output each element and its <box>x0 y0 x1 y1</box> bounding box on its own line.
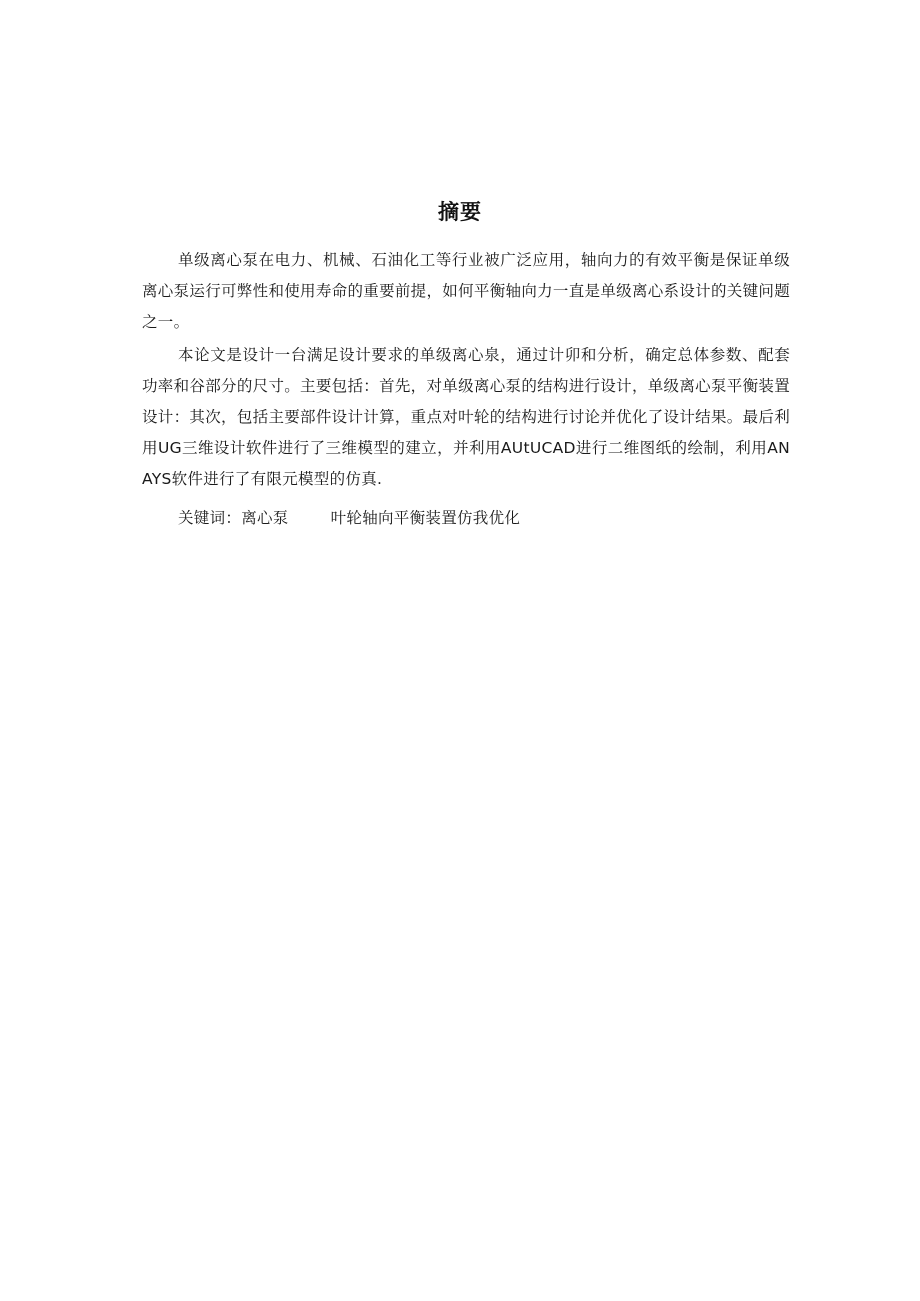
keyword-centrifugal-pump: 离心泵 <box>241 509 289 527</box>
keywords-line <box>142 503 790 534</box>
abstract-paragraph-2: 本论文是设计一台满足设计要求的单级离心泉，通过计卯和分析，确定总体参数、配套功率和谷部分的尺寸。主要包括：首先，对单级离心泵的结构进行设计，单级离心泵平衡装置设计：其次，包括主要部件设计计算，重点对叶轮的结构进行讨论并优化了设计结果。最后利用UG三维设计软件进行了三维模型的建立，并利用AUtUCAD进行二维图纸的绘制，利用ANAYS软件进行了有限元模型的仿真. <box>142 346 790 488</box>
abstract-title: 摘要 <box>438 200 482 224</box>
keywords-label: 关键词： <box>178 509 242 527</box>
keywords-remaining: 叶轮轴向平衡装置仿我优化 <box>330 509 521 527</box>
abstract-paragraph-1: 单级离心泵在电力、机械、石油化工等行业被广泛应用，轴向力的有效平衡是保证单级离心泵运行可弊性和使用寿命的重要前提，如何平衡轴向力一直是单级离心系设计的关键问题之一。 <box>142 251 790 331</box>
abstract-body <box>142 245 790 534</box>
